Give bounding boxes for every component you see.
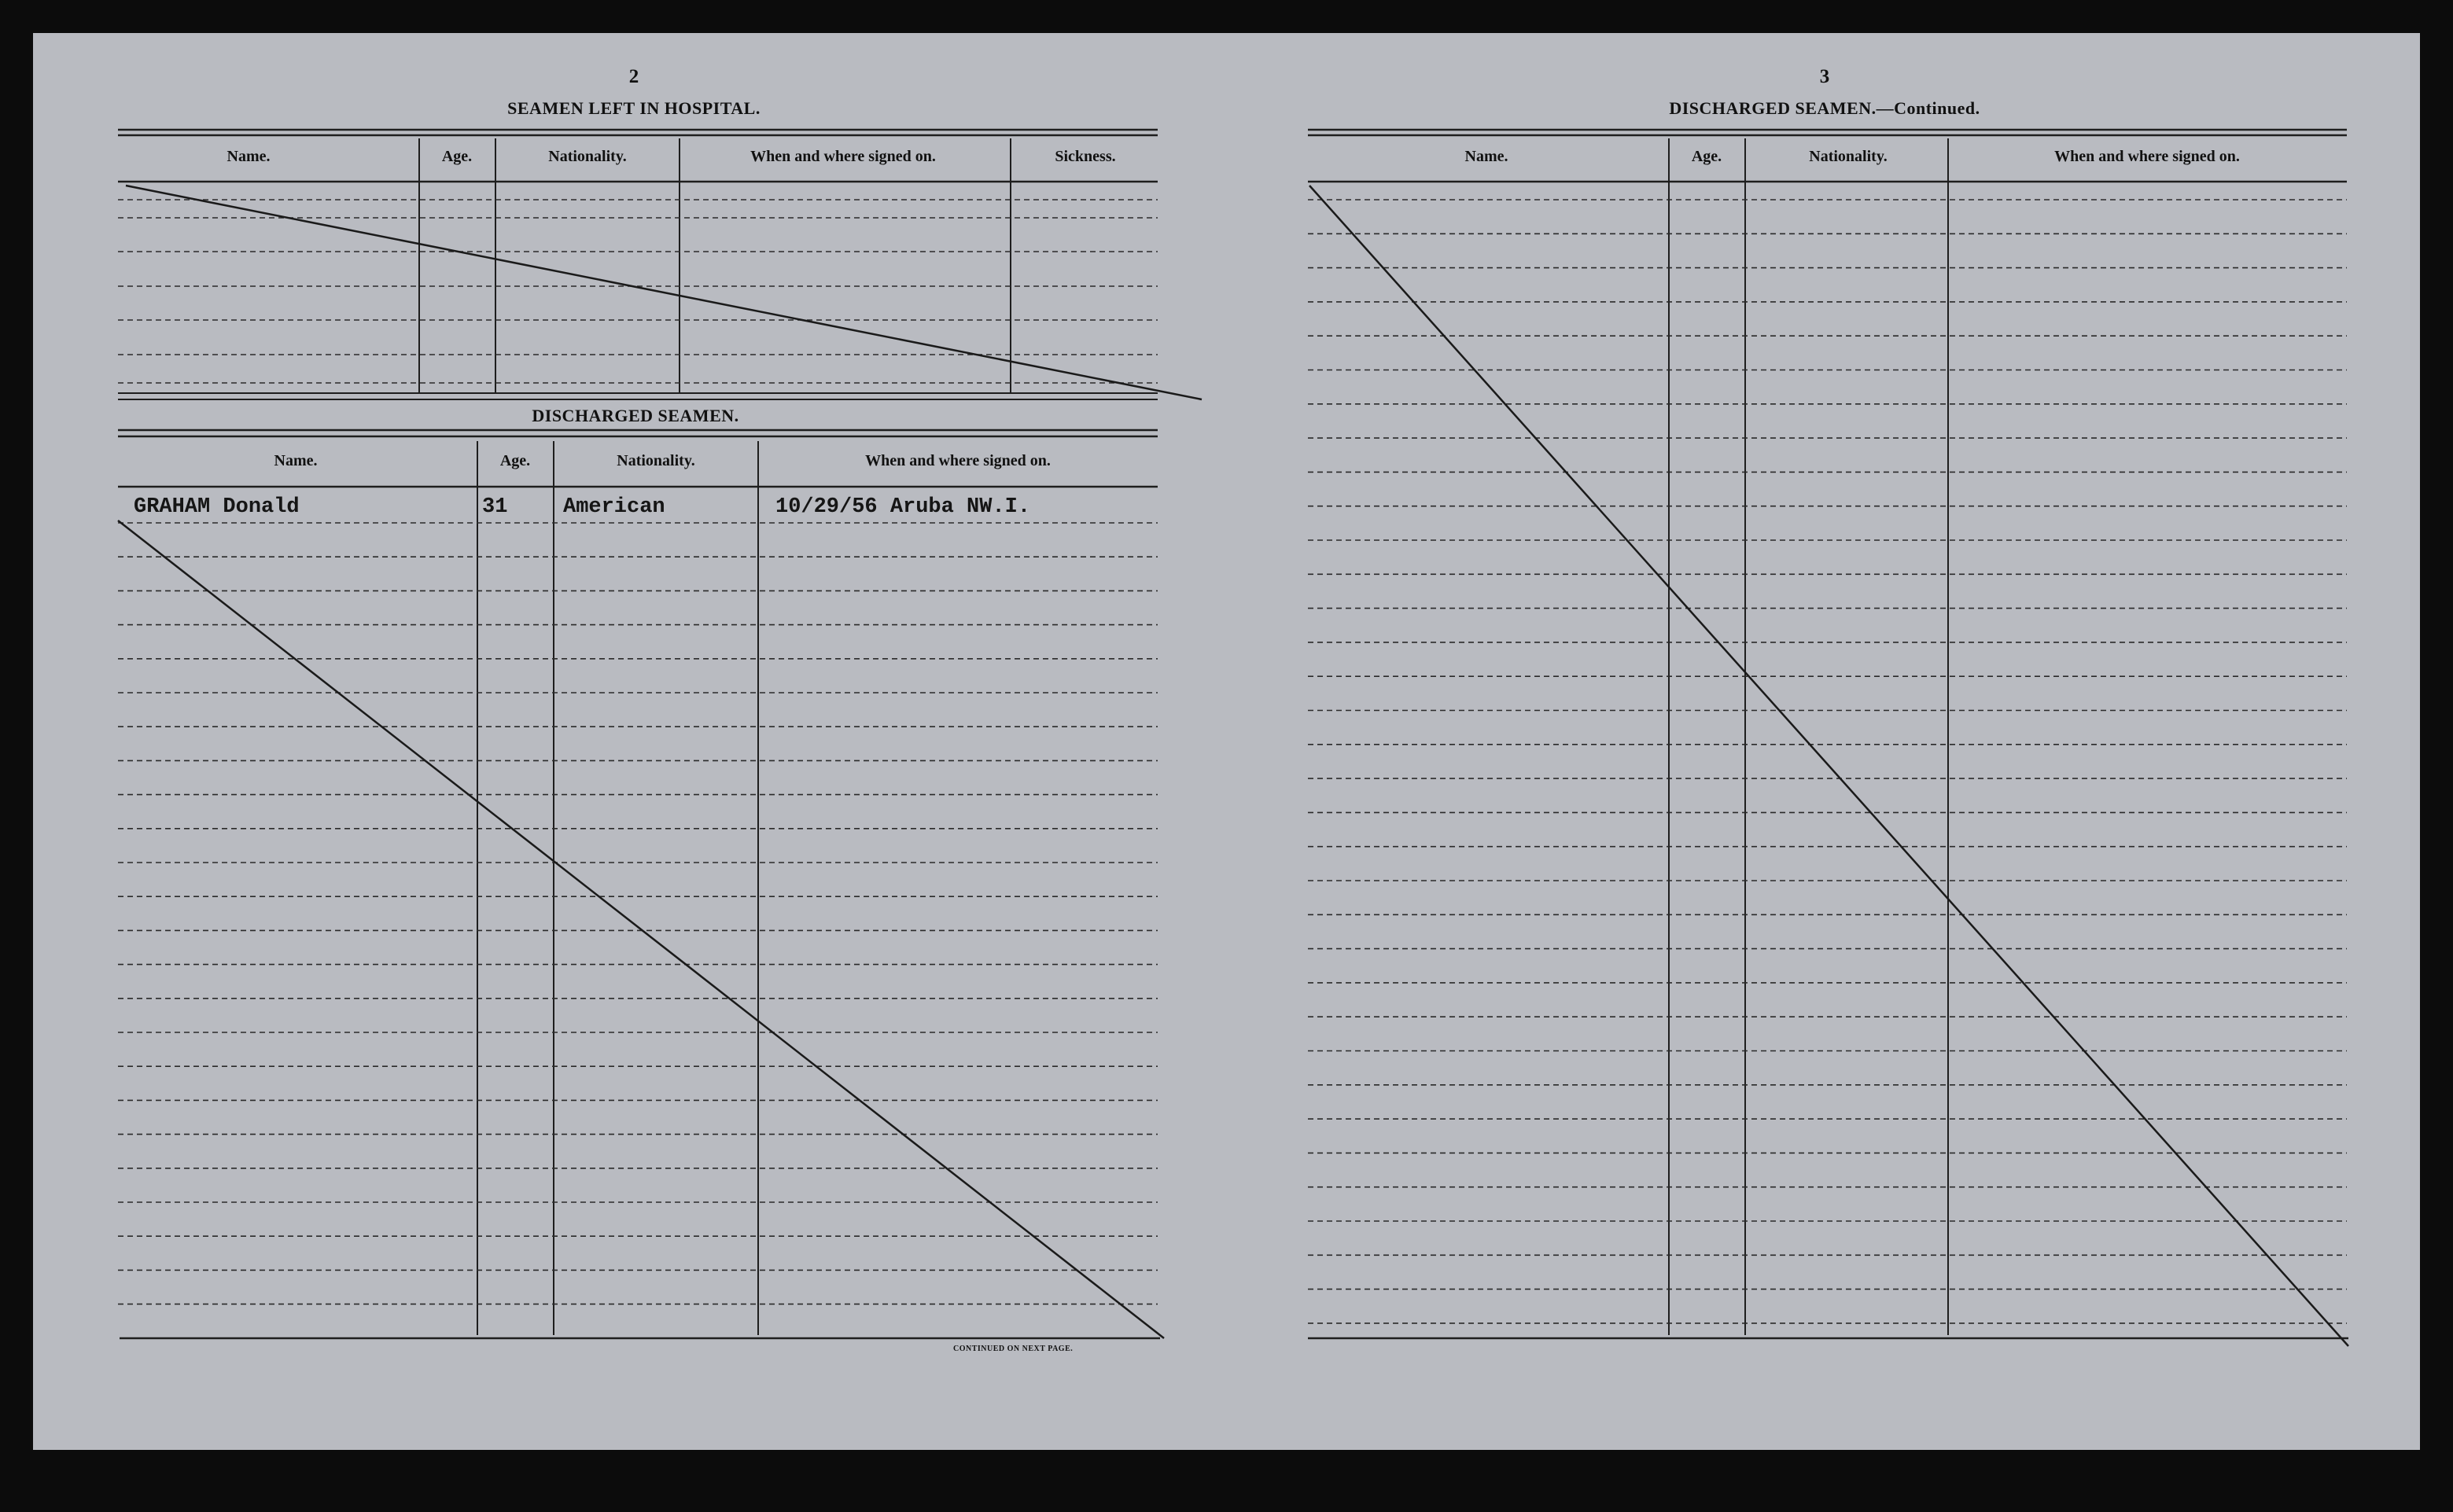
discharged-col-name: Name. [274, 452, 318, 469]
page-number-right: 3 [1819, 66, 1830, 87]
discharged-col-nationality: Nationality. [617, 452, 695, 469]
hospital-col-nationality: Nationality. [548, 148, 627, 165]
hospital-col-signed-on: When and where signed on. [750, 148, 936, 165]
seaman-signed-on: 10/29/56 Aruba NW.I. [775, 495, 1031, 519]
discharged-section-title: DISCHARGED SEAMEN. [532, 406, 739, 425]
right-col-signed-on: When and where signed on. [2054, 148, 2240, 165]
hospital-col-sickness: Sickness. [1055, 148, 1116, 165]
seaman-name: GRAHAM Donald [134, 495, 300, 519]
seaman-nationality: American [563, 495, 665, 519]
discharged-col-age: Age. [499, 452, 531, 469]
hospital-section-title: SEAMEN LEFT IN HOSPITAL. [507, 98, 761, 118]
discharged-continued-title: DISCHARGED SEAMEN.—Continued. [1669, 98, 1980, 118]
right-col-nationality: Nationality. [1809, 148, 1888, 165]
page-number-left: 2 [628, 66, 639, 87]
discharged-col-signed-on: When and where signed on. [865, 452, 1051, 469]
seaman-age: 31 [482, 495, 508, 519]
right-col-age: Age. [1691, 148, 1722, 165]
hospital-col-name: Name. [227, 148, 271, 165]
document-page [33, 33, 2420, 1450]
continued-footer: CONTINUED ON NEXT PAGE. [953, 1345, 1074, 1353]
hospital-col-age: Age. [441, 148, 473, 165]
right-col-name: Name. [1464, 148, 1508, 165]
